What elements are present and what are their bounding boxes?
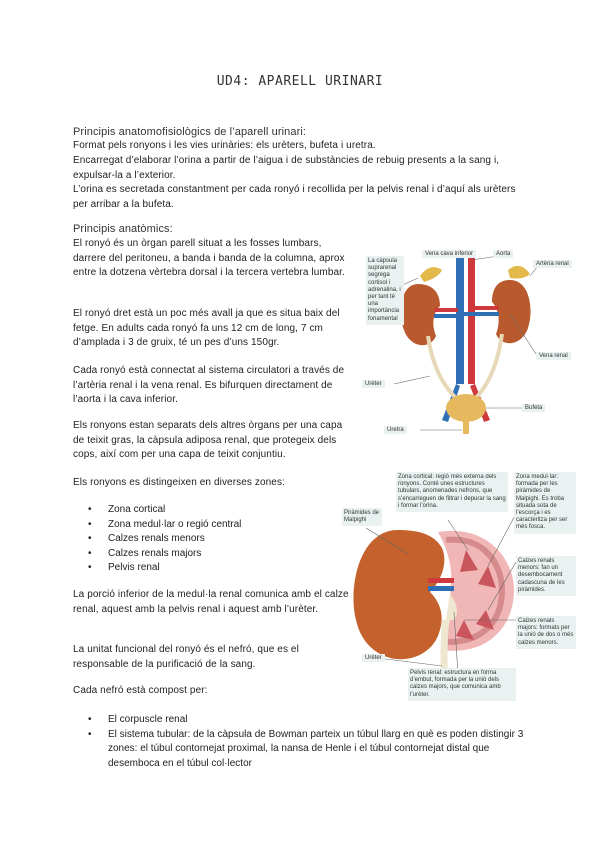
list-item: • Pelvis renal [88, 562, 160, 573]
anat-paragraph-4: Els ronyons estan separats dels altres òrgans per una capa de teixit gras, la càpsula adiposa renal, que protegeix dels cops, així com per una capa de teixit conjuntiu. [73, 420, 343, 460]
intro-heading: Principis anatomofisiològics de l’aparell urinari: [73, 126, 307, 138]
callout-piramides: Piràmides de Malpighi [342, 508, 382, 526]
intro-paragraph-2: Encarregat d’elaborar l’orina a partir de l’aigua i de substàncies de rebuig presents a la sang i, expulsar-la a l’exterior. [73, 155, 500, 181]
callout-capsula: La càpsula suprarenal segrega cortisol i adrenalina, i per tant té una importància fonamental [366, 256, 404, 325]
list-item: • El sistema tubular: de la càpsula de Bowman parteix un túbul llarg en què es poden distingir 3 zones: el túbul contornejat proximal, la nansa de Henle i el túbul contornejat distal que desemboca en el túbul col·lector [88, 728, 524, 769]
anat-heading: Principis anatòmics: [73, 223, 173, 235]
anat-paragraph-5: Els ronyons es distingeixen en diverses zones: [73, 477, 285, 488]
list-item: • El corpuscle renal [88, 714, 188, 725]
zones-list [88, 503, 241, 576]
nefro-list [88, 713, 528, 771]
label-arteria-renal: Artèria renal [533, 260, 572, 268]
label-uretra: Uretra [384, 426, 407, 434]
intro-paragraph-3: L’orina es secretada constantment per cada ronyó i recollida per la pelvis renal i d’aquí als urèters per arribar a la bufeta. [73, 184, 516, 210]
page-title: UD4: APARELL URINARI [216, 74, 384, 89]
callout-pelvis-renal: Pelvis renal: estructura en forma d’embut, formada per la unió dels calzes majors, que comunica amb l’urèter. [408, 668, 516, 701]
list-item: • Calzes renals menors [88, 533, 205, 544]
kidney-section-figure [338, 470, 578, 700]
anat-paragraph-6: La porció inferior de la medul·la renal comunica amb el calze renal, aquest amb la pelvis renal i aquest amb l’urèter. [73, 589, 349, 615]
list-item: • Zona medul·lar o regió central [88, 518, 242, 530]
list-item: • Zona cortical [88, 504, 166, 515]
anat-paragraph-8: Cada nefró està compost per: [73, 685, 208, 696]
intro-paragraph-1: Format pels ronyons i les vies urinàries: els urèters, bufeta i uretra. [73, 140, 376, 151]
callout-calzes-majors: Calzes renals majors: formats per la unió de dos o més calzes menors. [516, 616, 576, 649]
callout-zona-cortical: Zona cortical: regió més externa dels ronyons. Conté unes estructures tubulars, anomenades nefrons, que s’encarreguen de filtrar i depurar la sang i formar l’orina. [396, 472, 508, 512]
anat-paragraph-3: Cada ronyó està connectat al sistema circulatori a través de l’artèria renal i la vena renal. Es bifurquen directament de l’aorta i la cava inferior. [73, 365, 345, 405]
callout-zona-medullar: Zona medul·lar: formada per les piràmides de Malpighi. Es troba situada sota de l’escorça i es caracteritza per ser més fosca. [514, 472, 576, 534]
anat-paragraph-2: El ronyó dret està un poc més avall ja que es situa baix del fetge. En adults cada ronyó fa uns 12 cm de long, 7 cm d’amplada i 3 de gruix, té un pes d’uns 150gr. [73, 308, 340, 348]
label-ureter: Urèter [362, 380, 385, 388]
label-ureter-2: Urèter [362, 654, 385, 662]
label-vena-renal: Vena renal [536, 352, 571, 360]
label-vena-cava: Vena cava inferior [422, 250, 476, 258]
anat-paragraph-1: El ronyó és un òrgan parell situat a les fosses lumbars, darrere del peritoneu, a banda i banda de la columna, aprox entre la dotzena vèrtebra dorsal i la tercera vertebra lumbar. [73, 238, 345, 278]
anat-paragraph-7: La unitat funcional del ronyó és el nefró, que es el responsable de la purificació de la sang. [73, 644, 299, 670]
urinary-system-figure [360, 248, 575, 438]
callout-calzes-menors: Calzes renals menors: fan un desembocament cadascuna de les piràmides. [516, 556, 576, 596]
list-item: • Calzes renals majors [88, 547, 202, 559]
label-aorta: Aorta [493, 250, 513, 258]
label-bufeta: Bufeta [522, 404, 545, 412]
